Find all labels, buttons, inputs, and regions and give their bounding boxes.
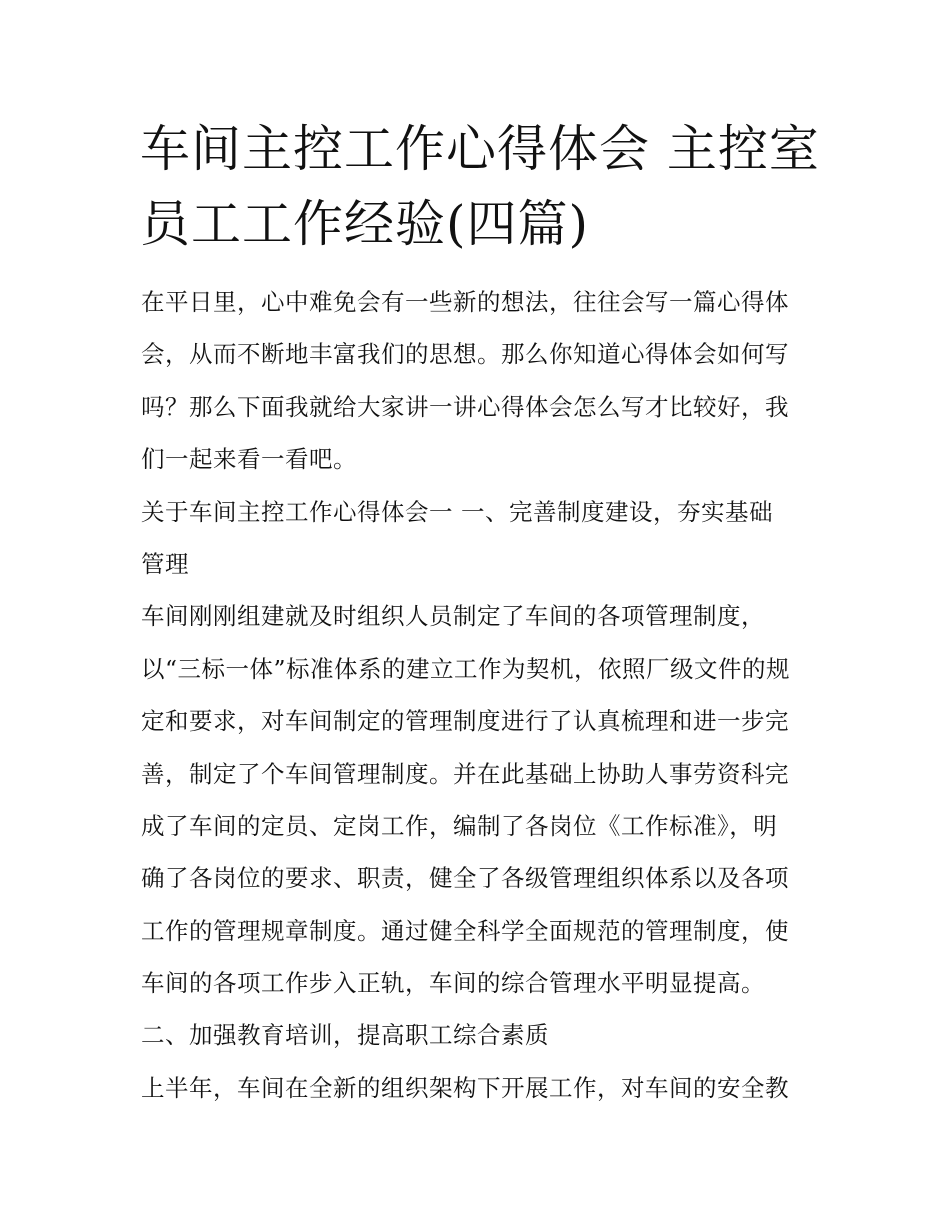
- document-title: [140, 112, 820, 262]
- document-body: [141, 276, 817, 1114]
- intro-line-3: 吗？那么下面我就给大家讲一讲心得体会怎么写才比较好，我: [141, 392, 789, 421]
- section-heading-2: 二、加强教育培训，提高职工综合素质: [141, 1021, 549, 1050]
- intro-line-2: 会，从而不断地丰富我们的思想。那么你知道心得体会如何写: [141, 340, 789, 369]
- title-line-1: 车间主控工作心得体会 主控室: [140, 120, 820, 178]
- paragraph-line-8: 车间的各项工作步入正轨，车间的综合管理水平明显提高。: [141, 969, 765, 998]
- paragraph-line-1: 车间刚刚组建就及时组织人员制定了车间的各项管理制度，: [141, 602, 765, 631]
- intro-line-4: 们一起来看一看吧。: [141, 445, 357, 474]
- section-heading-1-line-2: 管理: [141, 549, 189, 578]
- intro-line-1: 在平日里，心中难免会有一些新的想法，往往会写一篇心得体: [141, 288, 789, 316]
- paragraph-line-4: 善，制定了个车间管理制度。并在此基础上协助人事劳资科完: [141, 759, 789, 788]
- paragraph-line-5: 成了车间的定员、定岗工作，编制了各岗位《工作标准》，明: [141, 811, 778, 840]
- paragraph-line-6: 确了各岗位的要求、职责，健全了各级管理组织体系以及各项: [141, 864, 789, 893]
- paragraph-line-7: 工作的管理规章制度。通过健全科学全面规范的管理制度，使: [141, 916, 789, 945]
- paragraph-line-3: 定和要求，对车间制定的管理制度进行了认真梳理和进一步完: [141, 707, 789, 736]
- title-line-2: 员工工作经验(四篇): [140, 195, 590, 253]
- paragraph-2-line-1: 上半年，车间在全新的组织架构下开展工作，对车间的安全教: [141, 1073, 789, 1102]
- section-heading-1-line-1: 关于车间主控工作心得体会一 一、完善制度建设，夯实基础: [141, 497, 773, 526]
- paragraph-line-2: 以“三标一体”标准体系的建立工作为契机，依照厂级文件的规: [141, 654, 791, 683]
